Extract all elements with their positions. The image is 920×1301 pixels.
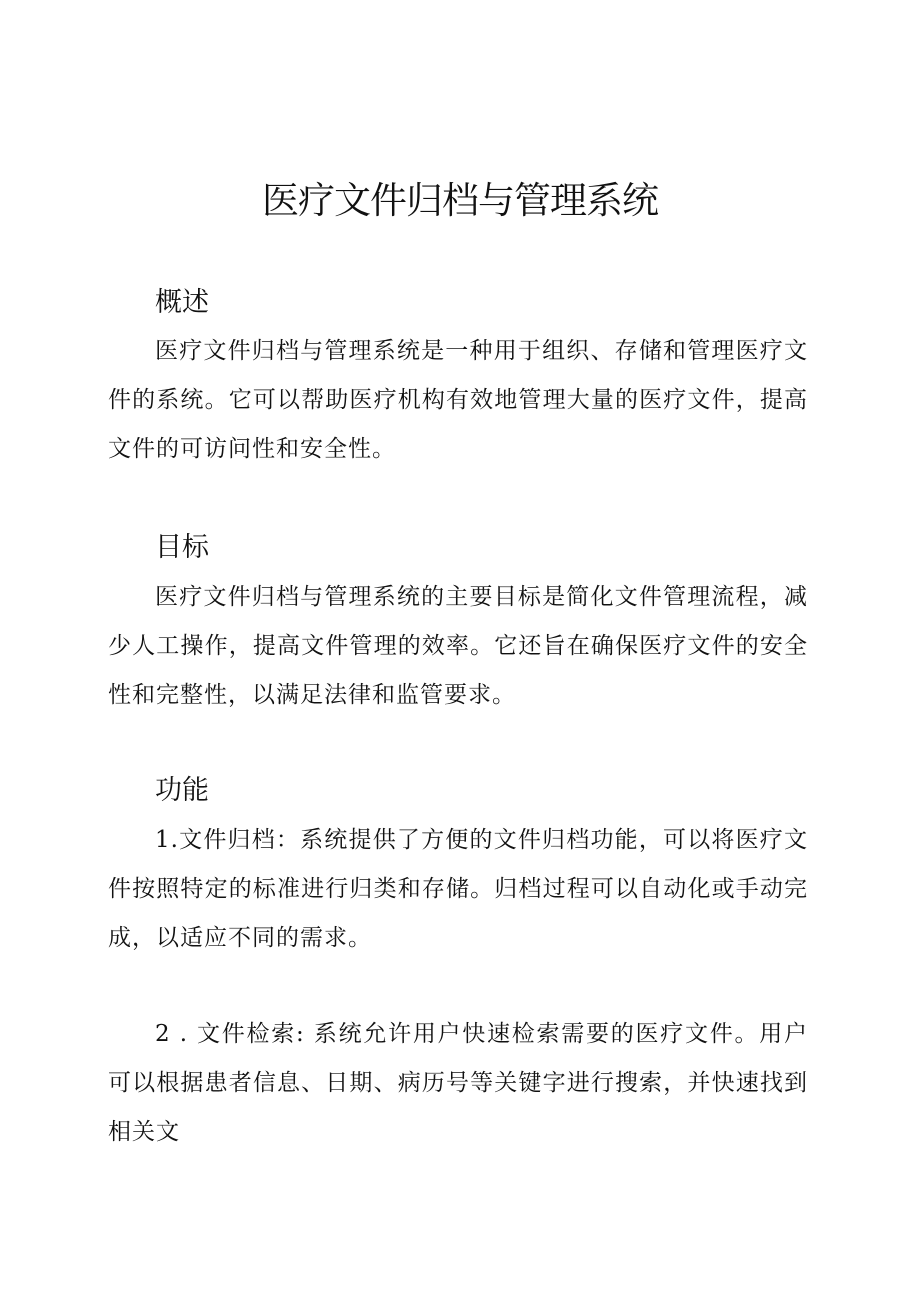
section-heading-features: 功能	[155, 775, 209, 806]
feature-item-search: 2 . 文件检索: 系统允许用户快速检索需要的医疗文件。用户可以根据患者信息、日期、病历号等关键字进行搜索，并快速找到相关文	[108, 1021, 808, 1145]
section-heading-overview: 概述	[155, 287, 209, 318]
section-heading-goals: 目标	[155, 532, 209, 563]
feature-item-archiving: 1.文件归档：系统提供了方便的文件归档功能，可以将医疗文件按照特定的标准进行归类和存储。归档过程可以自动化或手动完成，以适应不同的需求。	[108, 827, 808, 951]
section-body-goals: 医疗文件归档与管理系统的主要目标是简化文件管理流程，减少人工操作，提高文件管理的效率。它还旨在确保医疗文件的安全性和完整性，以满足法律和监管要求。	[108, 584, 808, 708]
document-title: 医疗文件归档与管理系统	[262, 179, 658, 222]
section-body-overview: 医疗文件归档与管理系统是一种用于组织、存储和管理医疗文件的系统。它可以帮助医疗机构有效地管理大量的医疗文件，提高文件的可访问性和安全性。	[108, 338, 808, 462]
